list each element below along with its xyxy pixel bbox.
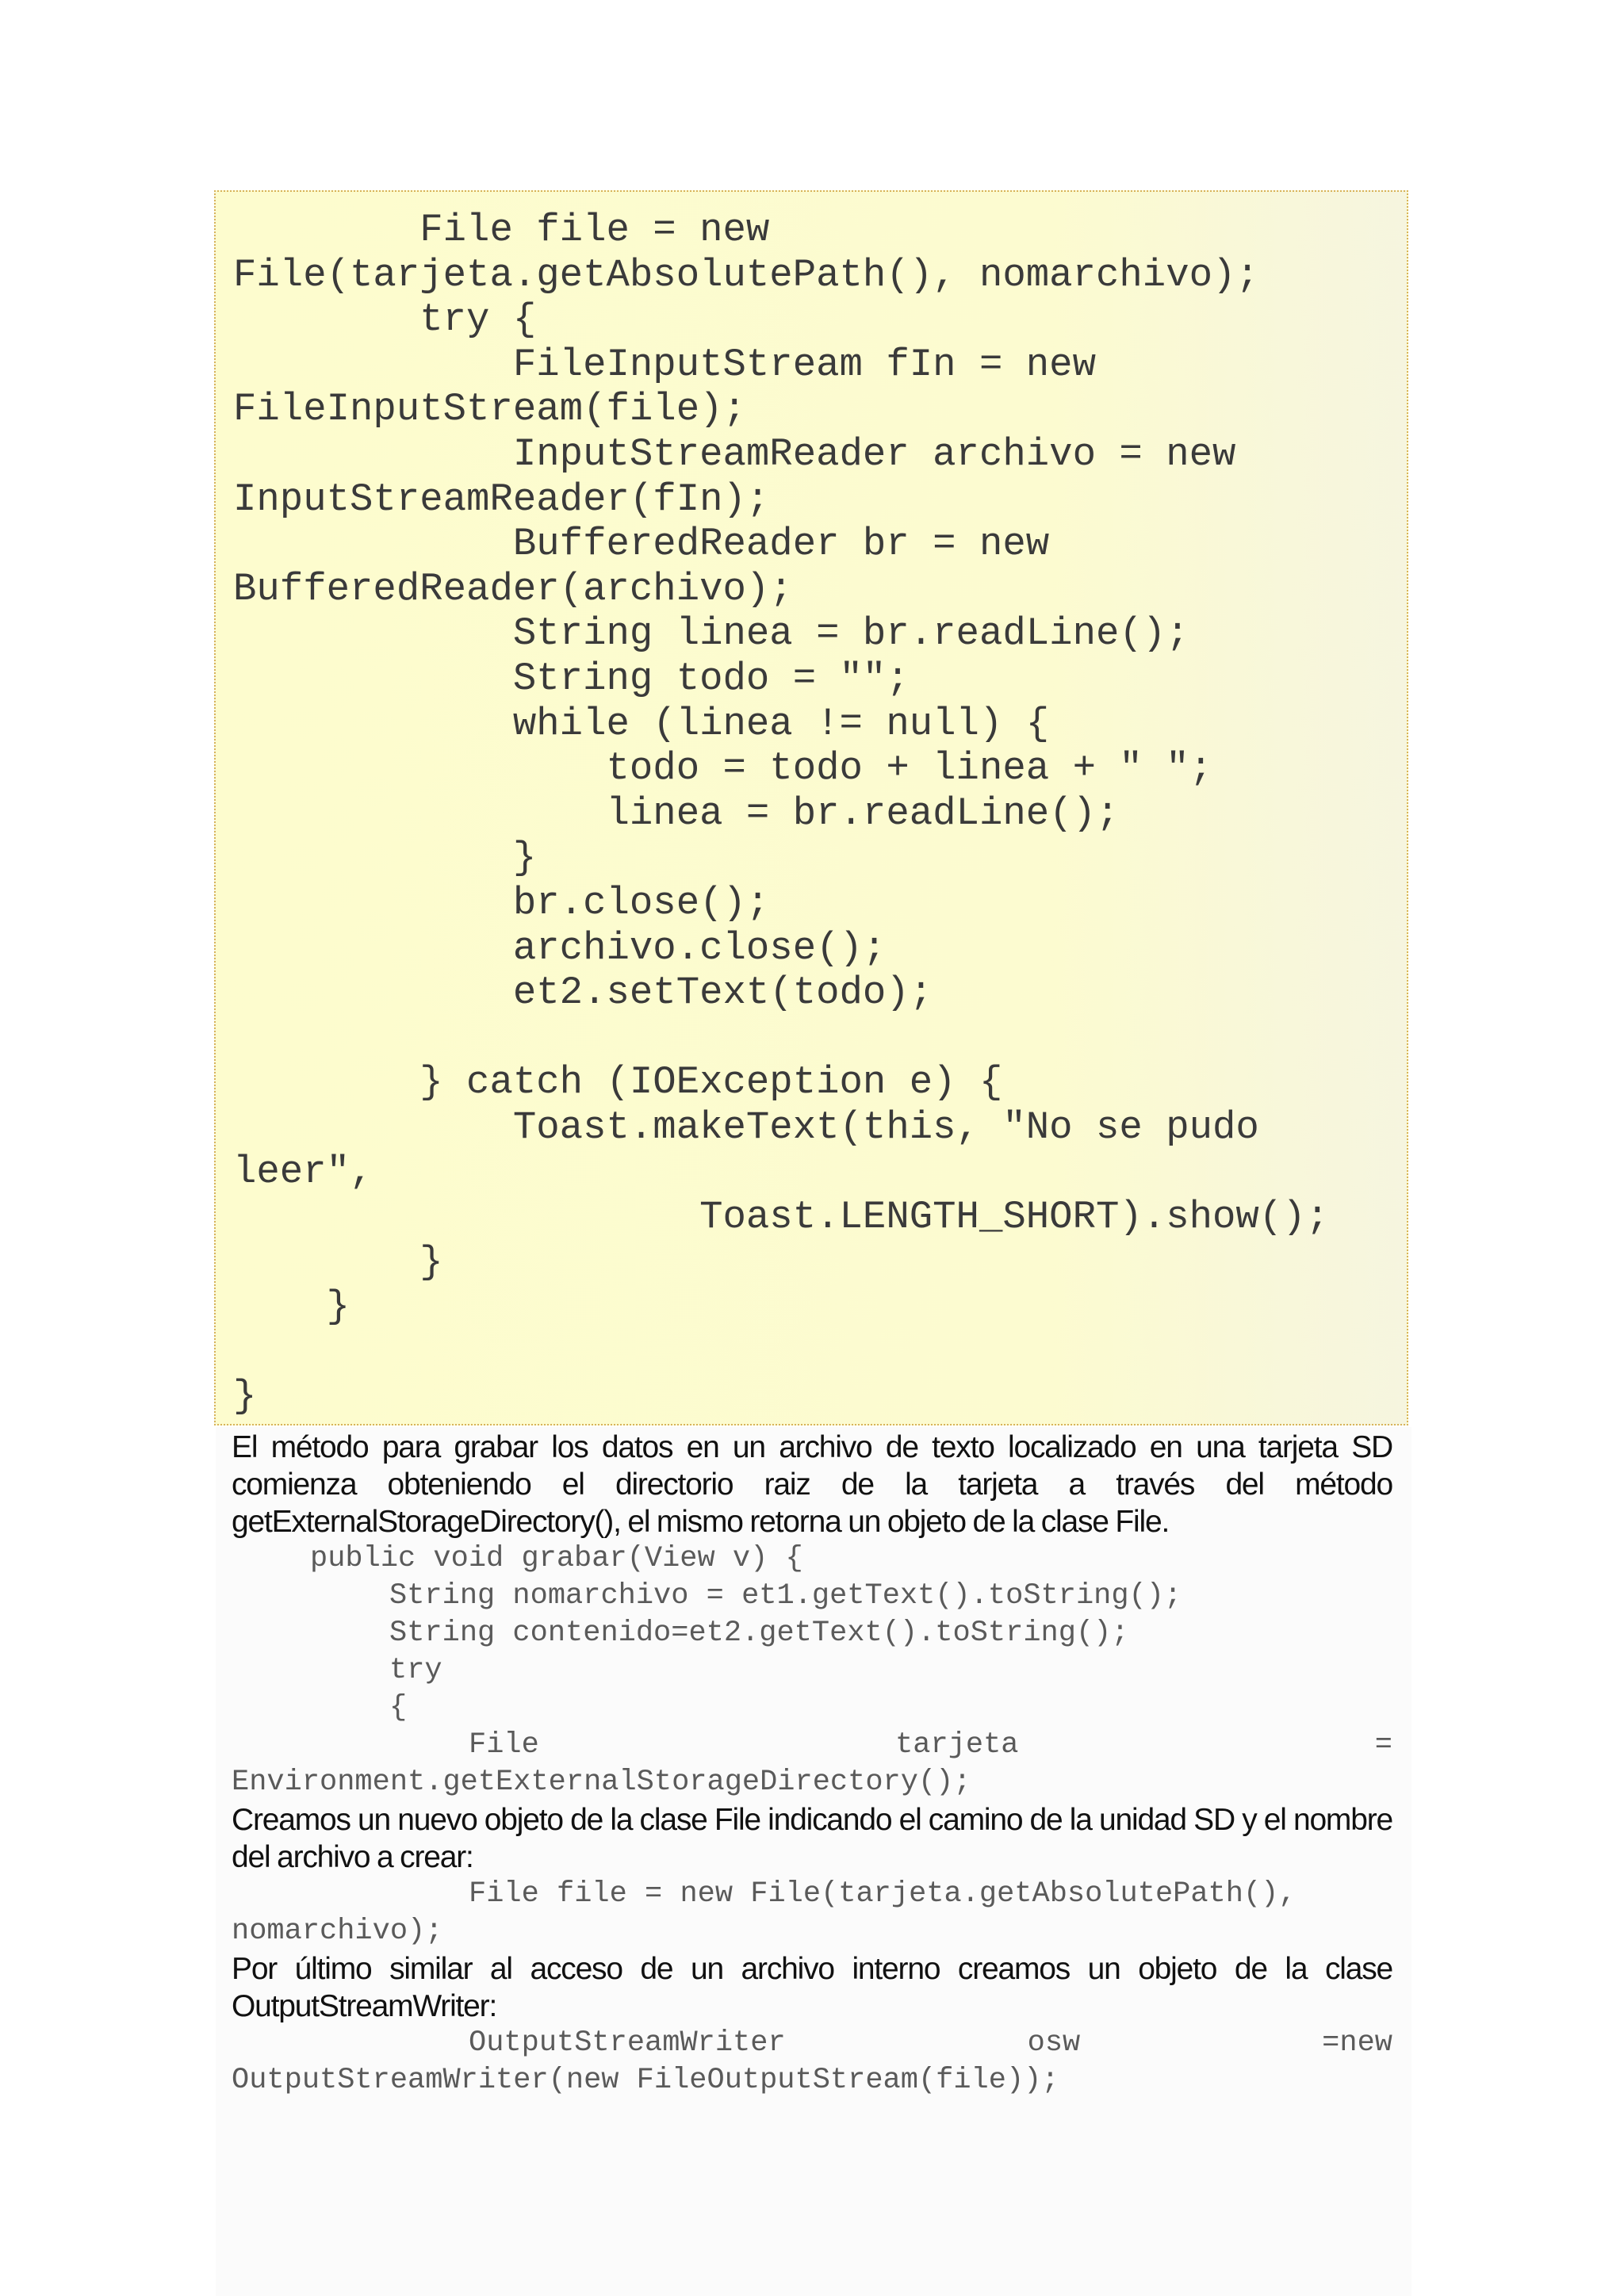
code-block-line: todo = todo + linea + " ";: [606, 746, 1213, 791]
code-block-line: File(tarjeta.getAbsolutePath(), nomarchivo);: [233, 252, 1259, 297]
code-listing: [233, 208, 1407, 1419]
code-token: =: [1374, 1728, 1392, 1762]
code-block-line: InputStreamReader(fIn);: [233, 476, 770, 522]
code-line: Environment.getExternalStorageDirectory();: [232, 1766, 971, 1799]
code-block-line: } catch (IOException e) {: [419, 1060, 1003, 1105]
paragraph-new-file-object: Creamos un nuevo objeto de la clase File indicando el camino de la unidad SD y el nombre del archivo a crear:: [232, 1803, 1392, 1874]
code-line-justified: [232, 1727, 1392, 1764]
code-block-line: archivo.close();: [512, 925, 887, 970]
code-block-line: Toast.LENGTH_SHORT).show();: [699, 1195, 1330, 1240]
paragraph-sd-method-intro: El método para grabar los datos en un archivo de texto localizado en una tarjeta SD comienza obteniendo el directorio raiz de la tarjeta a través del método getExternalStorageDirectory(), el mismo retorna un objeto de la clase File.: [232, 1430, 1392, 1539]
code-block-line: while (linea != null) {: [512, 701, 1050, 746]
code-block-line: br.close();: [512, 880, 770, 925]
code-block-line: et2.setText(todo);: [512, 970, 933, 1016]
code-line: public void grabar(View v) {: [310, 1542, 803, 1575]
code-line: nomarchivo);: [232, 1915, 443, 1948]
code-token: =new: [1322, 2026, 1392, 2060]
code-line: File file = new File(tarjeta.getAbsolutePath(),: [469, 1877, 1297, 1911]
code-block-line: String linea = br.readLine();: [512, 611, 1189, 656]
code-token: tarjeta: [895, 1728, 1019, 1762]
code-block-line: leer",: [233, 1150, 373, 1195]
code-line-justified: [232, 2025, 1392, 2062]
code-line: String nomarchivo = et1.getText().toString();: [389, 1579, 1182, 1613]
code-block-line: FileInputStream fIn = new: [512, 342, 1096, 387]
code-block-line: }: [419, 1239, 443, 1284]
code-line: try: [389, 1654, 442, 1687]
document-body: [232, 1429, 1392, 2099]
highlighted-code-block: [214, 190, 1408, 1425]
code-block-line: File file = new: [419, 208, 770, 252]
code-block-line: linea = br.readLine();: [606, 790, 1120, 836]
code-token: File: [469, 1728, 539, 1762]
code-block-line: }: [326, 1284, 350, 1330]
code-block-line: InputStreamReader archivo = new: [512, 431, 1236, 476]
code-block-line: try {: [419, 297, 537, 342]
code-block-line: FileInputStream(file);: [233, 387, 746, 432]
code-line: OutputStreamWriter(new FileOutputStream(file));: [232, 2064, 1059, 2097]
code-line: String contenido=et2.getText().toString();: [389, 1617, 1129, 1650]
code-block-line: BufferedReader(archivo);: [233, 566, 793, 611]
code-block-line: BufferedReader br = new: [512, 522, 1050, 567]
code-block-line: String todo = "";: [512, 656, 910, 701]
code-token: osw: [1027, 2026, 1081, 2060]
paragraph-output-stream-writer: Por último similar al acceso de un archivo interno creamos un objeto de la clase OutputStreamWriter:: [232, 1952, 1392, 2023]
code-block-line: }: [233, 1374, 257, 1419]
code-block-line: Toast.makeText(this, "No se pudo: [512, 1104, 1259, 1150]
code-block-line: }: [512, 836, 537, 881]
code-token: OutputStreamWriter: [469, 2026, 786, 2060]
code-line: {: [389, 1691, 408, 1724]
